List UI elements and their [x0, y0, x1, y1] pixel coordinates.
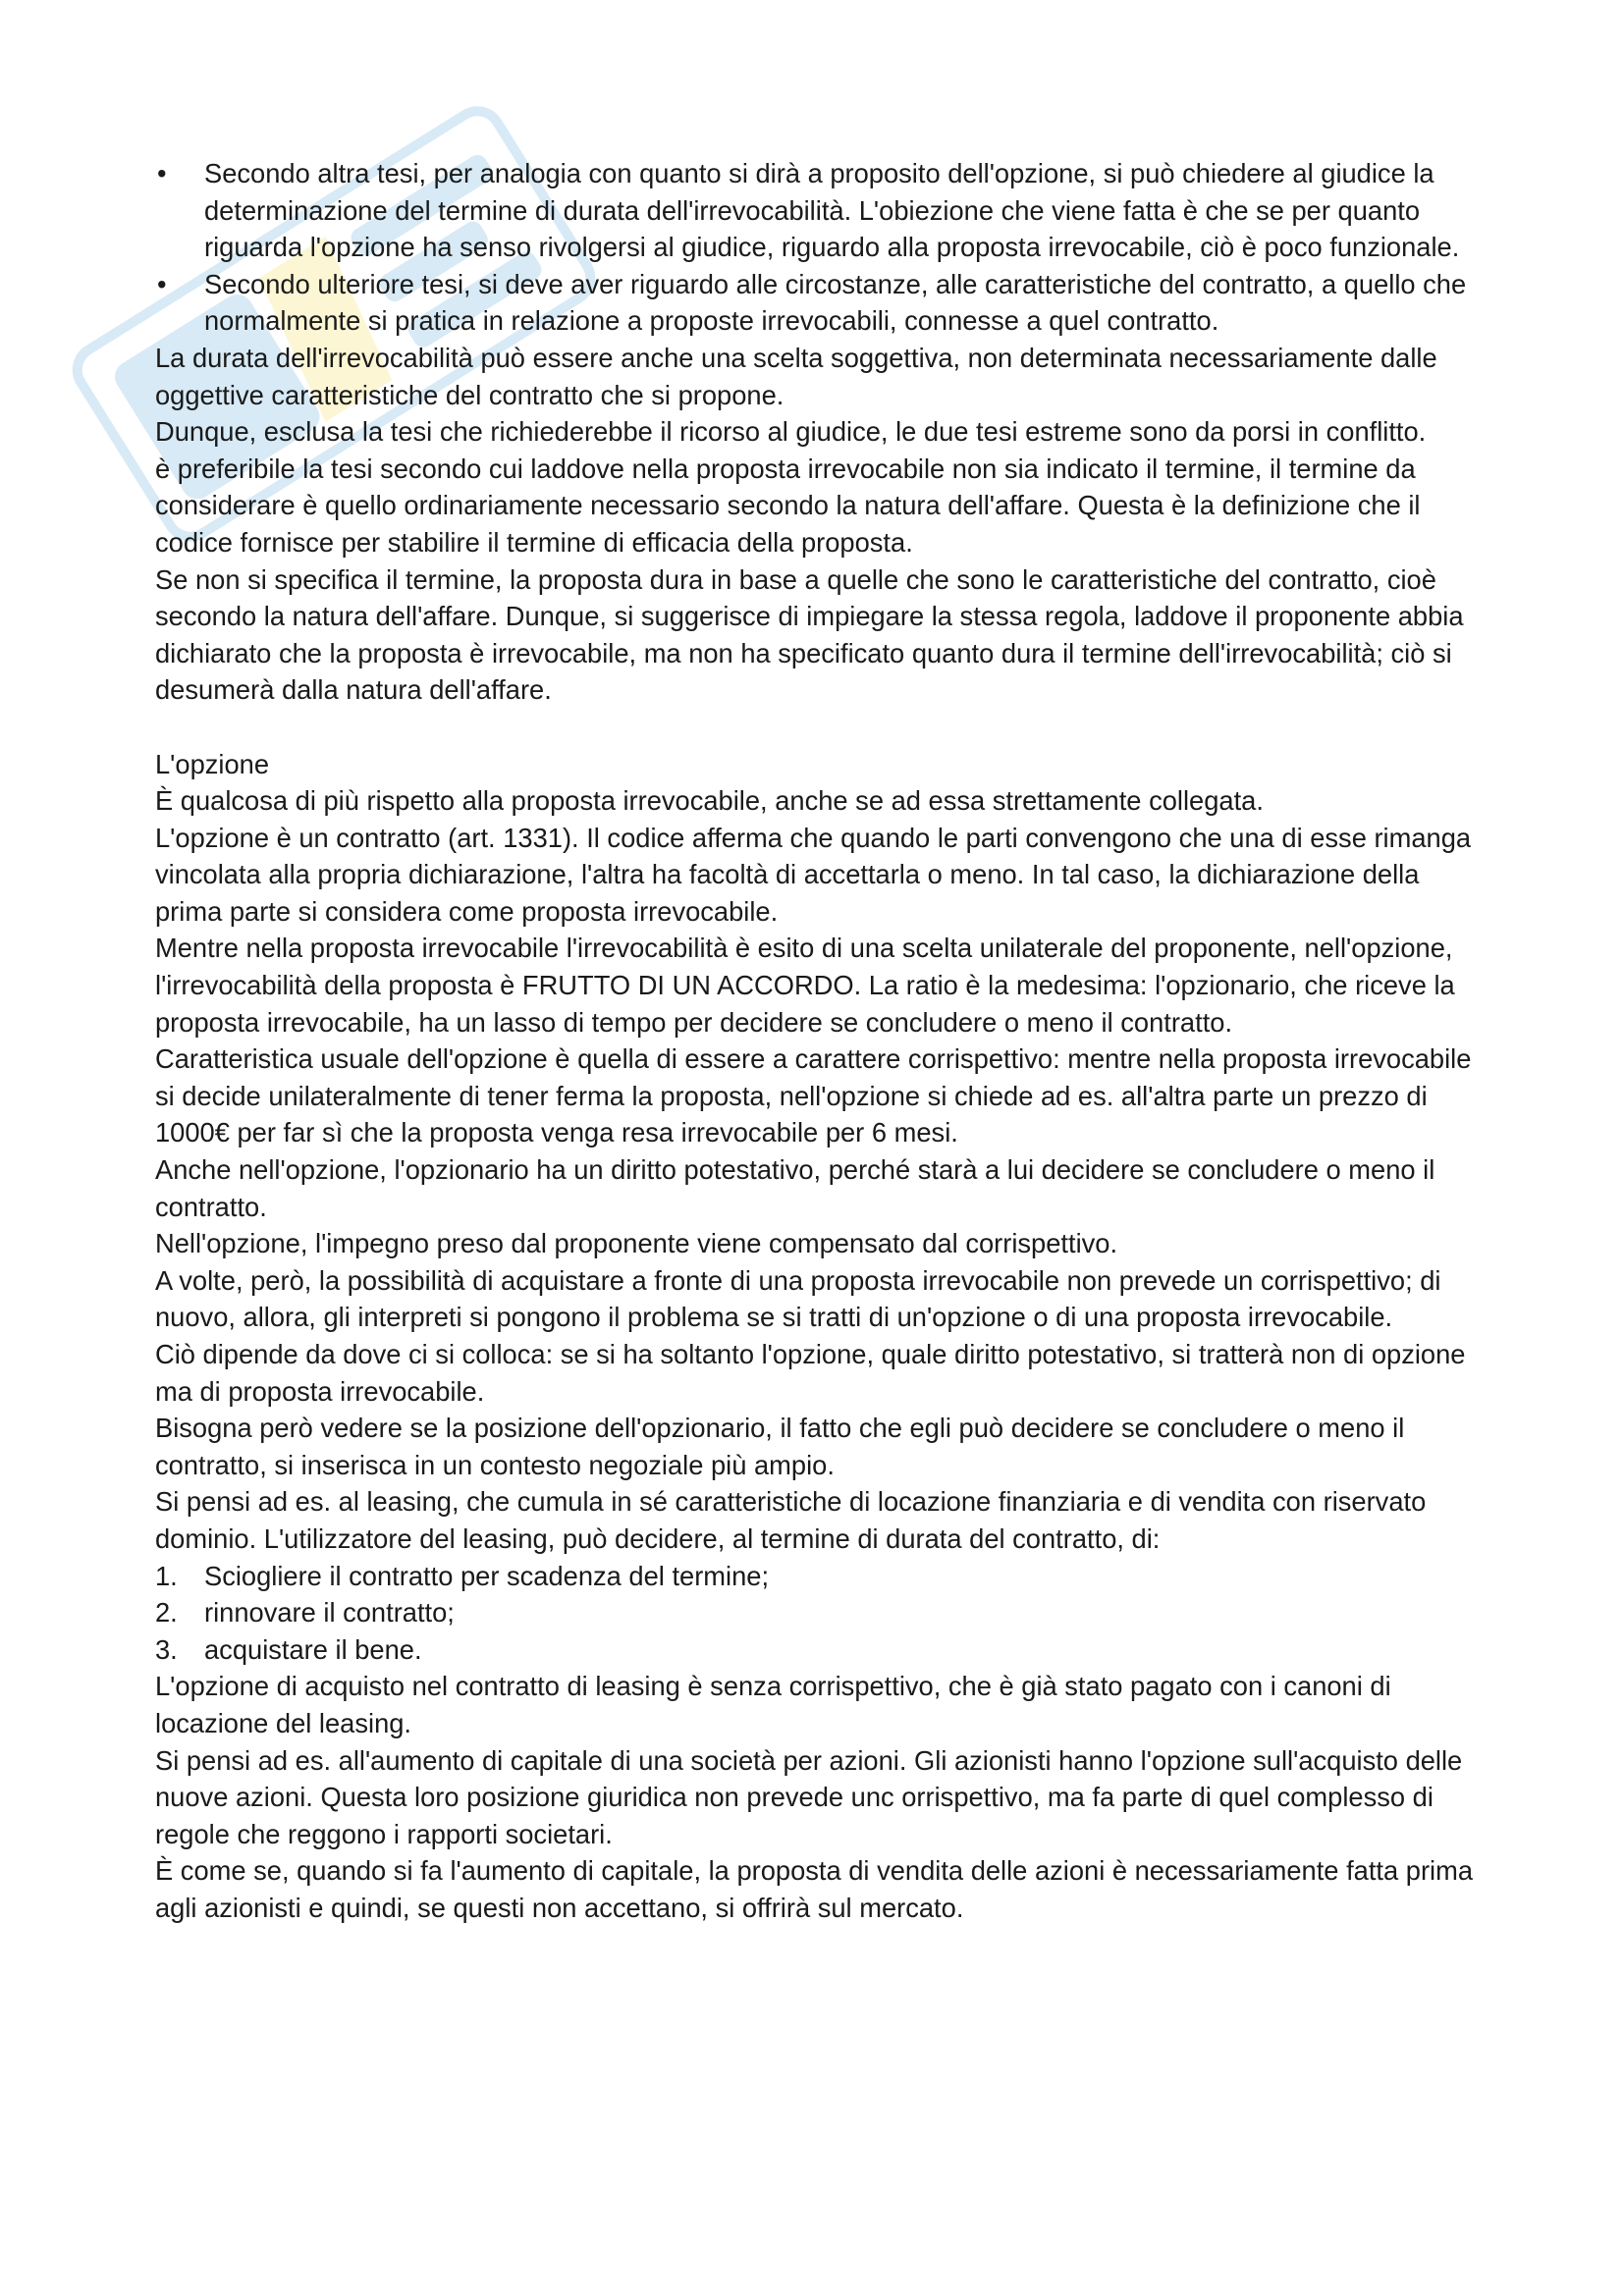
section-title: L'opzione — [155, 748, 270, 779]
numbered-item — [155, 1594, 1490, 1631]
bullet-item — [155, 266, 1490, 340]
paragraph: è preferibile la tesi secondo cui laddove nella proposta irrevocabile non sia indicato il termine, il termine da considerare è quello ordinariamente necessario secondo la natura dell'affare. Questa è la definizione che il codice fornisce per stabilire il termine di efficacia della proposta. — [155, 453, 1421, 558]
item-number: 1. — [155, 1560, 178, 1591]
paragraph: È qualcosa di più rispetto alla proposta irrevocabile, anche se ad essa strettamente collegata. — [155, 785, 1264, 817]
paragraph: Dunque, esclusa la tesi che richiederebbe il ricorso al giudice, le due tesi estreme sono da porsi in conflitto. — [155, 416, 1427, 448]
item-text: Sciogliere il contratto per scadenza del termine; — [204, 1560, 770, 1591]
bullet-text: Secondo ulteriore tesi, si deve aver riguardo alle circostanze, alle caratteristiche del contratto, a quello che normalmente si pratica in relazione a proposte irrevocabili, connesse a quel contratto. — [204, 268, 1467, 337]
paragraph: Si pensi ad es. all'aumento di capitale di una società per azioni. Gli azionisti hanno l'opzione sull'acquisto delle nuove azioni. Questa loro posizione giuridica non prevede unc orrispettivo, ma fa parte di quel complesso di regole che reggono i rapporti societari. — [155, 1744, 1463, 1849]
item-text: acquistare il bene. — [204, 1633, 422, 1665]
numbered-item — [155, 1631, 1490, 1669]
paragraph: È come se, quando si fa l'aumento di capitale, la proposta di vendita delle azioni è necessariamente fatta prima agli azionisti e quindi, se questi non accettano, si offrirà sul mercato. — [155, 1855, 1474, 1923]
paragraph: Se non si specifica il termine, la proposta dura in base a quelle che sono le caratteristiche del contratto, cioè secondo la natura dell'affare. Dunque, si suggerisce di impiegare la stessa regola, laddove il proponente abbia dichiarato che la proposta è irrevocabile, ma non ha specificato quanto dura il termine dell'irrevocabilità; ciò si desumerà dalla natura dell'affare. — [155, 563, 1464, 706]
numbered-item — [155, 1558, 1490, 1595]
item-number: 3. — [155, 1633, 178, 1665]
document-body — [155, 155, 1490, 1927]
paragraph: Caratteristica usuale dell'opzione è quella di essere a carattere corrispettivo: mentre nella proposta irrevocabile si decide unilateralmente di tener ferma la proposta, nell'opzione si chiede ad es. all'altra parte un prezzo di 1000€ per far sì che la proposta venga resa irrevocabile per 6 mesi. — [155, 1043, 1472, 1148]
paragraph: Ciò dipende da dove ci si colloca: se si ha soltanto l'opzione, quale diritto potestativo, si tratterà non di opzione ma di proposta irrevocabile. — [155, 1339, 1466, 1407]
bullet-item — [155, 155, 1490, 266]
blank-line — [155, 709, 1490, 746]
paragraph: A volte, però, la possibilità di acquistare a fronte di una proposta irrevocabile non prevede un corrispettivo; di nuovo, allora, gli interpreti si pongono il problema se si tratti di un'opzione o di una proposta irrevocabile. — [155, 1264, 1441, 1333]
bullet-mark: • — [157, 158, 167, 188]
paragraph: La durata dell'irrevocabilità può essere anche una scelta soggettiva, non determinata necessariamente dalle oggettive caratteristiche del contratto che si propone. — [155, 342, 1437, 410]
bullet-text: Secondo altra tesi, per analogia con quanto si dirà a proposito dell'opzione, si può chiedere al giudice la determinazione del termine di durata dell'irrevocabilità. L'obiezione che viene fatta è che se per quanto riguarda l'opzione ha senso rivolgersi al giudice, riguardo alla proposta irrevocabile, ciò è poco funzionale. — [204, 158, 1460, 263]
paragraph: Bisogna però vedere se la posizione dell'opzionario, il fatto che egli può decidere se concludere o meno il contratto, si inserisca in un contesto negoziale più ampio. — [155, 1413, 1405, 1480]
paragraph: L'opzione è un contratto (art. 1331). Il codice afferma che quando le parti convengono che una di esse rimanga vincolata alla propria dichiarazione, l'altra ha facoltà di accettarla o meno. In tal caso, la dichiarazione della prima parte si considera come proposta irrevocabile. — [155, 822, 1472, 927]
paragraph: Si pensi ad es. al leasing, che cumula in sé caratteristiche di locazione finanziaria e di vendita con riservato dominio. L'utilizzatore del leasing, può decidere, al termine di durata del contratto, di: — [155, 1486, 1427, 1554]
paragraph: Anche nell'opzione, l'opzionario ha un diritto potestativo, perché starà a lui decidere se concludere o meno il contratto. — [155, 1154, 1435, 1222]
paragraph: Mentre nella proposta irrevocabile l'irrevocabilità è esito di una scelta unilaterale del proponente, nell'opzione, l'irrevocabilità della proposta è FRUTTO DI UN ACCORDO. La ratio è la medesima: l'opzionario, che riceve la proposta irrevocabile, ha un lasso di tempo per decidere se concludere o meno il contratto. — [155, 933, 1455, 1038]
bullet-mark: • — [157, 268, 167, 299]
paragraph: Nell'opzione, l'impegno preso dal proponente viene compensato dal corrispettivo. — [155, 1228, 1118, 1259]
item-text: rinnovare il contratto; — [204, 1597, 455, 1629]
item-number: 2. — [155, 1597, 178, 1629]
paragraph: L'opzione di acquisto nel contratto di leasing è senza corrispettivo, che è già stato pagato con i canoni di locazione del leasing. — [155, 1671, 1391, 1738]
